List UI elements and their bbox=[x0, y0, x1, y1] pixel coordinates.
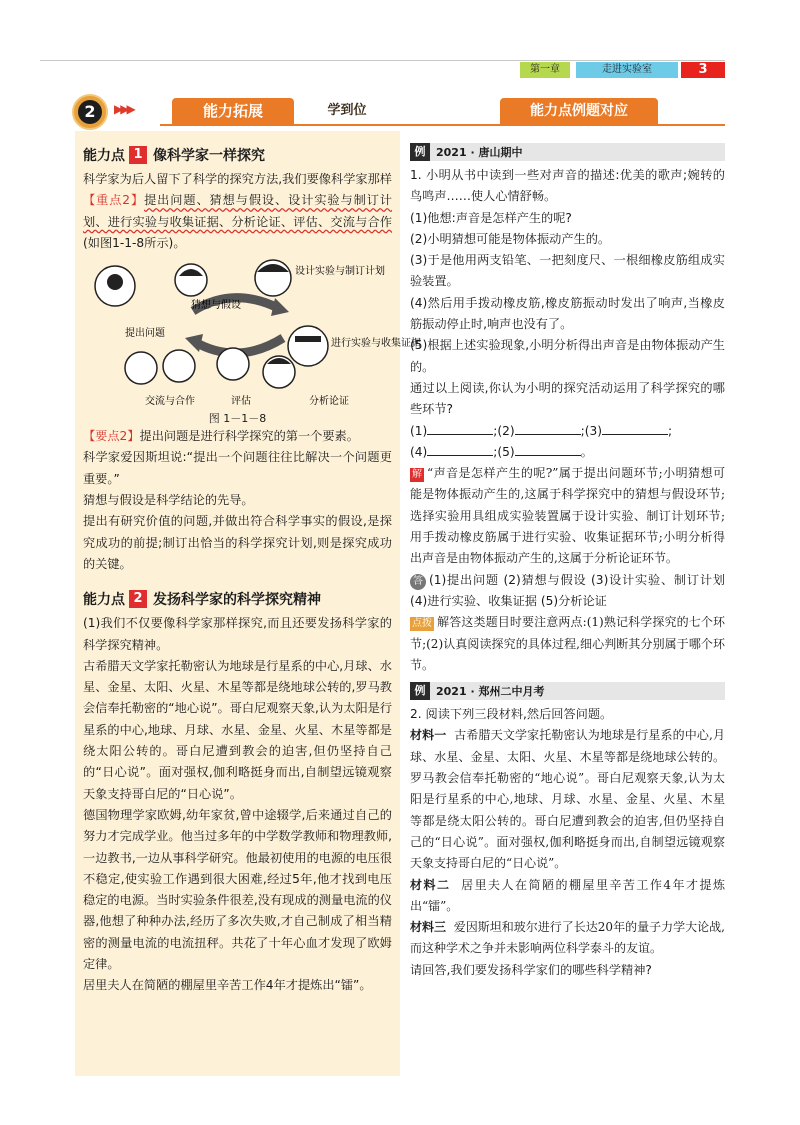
answer-text: (1)提出问题 (2)猜想与假设 (3)设计实验、制订计划 (4)进行实验、收集证据 (5)分析论证 bbox=[410, 572, 725, 608]
kp1-p4: 提出有研究价值的问题,并做出符合科学事实的假设,是探究成功的前提;制订出恰当的科学探究计划,则是探究成功的关键。 bbox=[83, 514, 392, 571]
example-tag: 例 bbox=[410, 682, 430, 700]
ability-point-1-heading bbox=[83, 145, 392, 165]
ex1-intro: 1. 小明从书中读到一些对声音的描述:优美的歌声;婉转的鸟鸣声……使人心情舒畅。 bbox=[410, 168, 725, 204]
person-icon-evaluate bbox=[217, 348, 249, 380]
header-rule bbox=[40, 60, 725, 61]
ex2-material-1 bbox=[410, 725, 725, 874]
kp1-p2: 科学家爱因斯坦说:“提出一个问题往往比解决一个问题更重要。” bbox=[83, 450, 392, 486]
ex2-material-2 bbox=[410, 875, 725, 918]
material-text: 居里夫人在简陋的棚屋里辛苦工作4年才提炼出“镭”。 bbox=[410, 877, 725, 913]
material-label: 材料二 bbox=[410, 877, 451, 892]
right-column bbox=[410, 131, 725, 1076]
kp1-intro-tail: (如图1-1-8所示)。 bbox=[83, 235, 186, 250]
example-source: 2021 · 唐山期中 bbox=[436, 146, 523, 159]
kp1-point bbox=[83, 426, 392, 447]
label-communicate: 交流与合作 bbox=[145, 396, 195, 408]
banner-title-left: 能力拓展 bbox=[172, 98, 294, 124]
chapter-label: 第一章 bbox=[520, 62, 570, 78]
label-guess: 猜想与假设 bbox=[191, 300, 241, 312]
banner-rule bbox=[160, 124, 725, 126]
tip-text: 解答这类题目时要注意两点:(1)熟记科学探究的七个环节;(2)认真阅读探究的具体过程,细心判断其分别属于哪个环节。 bbox=[410, 615, 725, 672]
label-design: 设计实验与制订计划 bbox=[295, 266, 385, 278]
ability-point-title: 像科学家一样探究 bbox=[153, 148, 265, 164]
banner-title-right: 能力点例题对应 bbox=[500, 98, 658, 124]
blank-end: ; bbox=[668, 423, 673, 438]
material-text: 爱因斯坦和玻尔进行了长达20年的量子力学大论战,而这种学术之争并未影响两位科学泰斗的友谊。 bbox=[410, 920, 725, 956]
ex2-question: 请回答,我们要发扬科学家们的哪些科学精神? bbox=[410, 962, 652, 977]
blank-label: (1) bbox=[410, 423, 428, 438]
cycle-arrowhead-top bbox=[271, 298, 289, 316]
kp2-p4: 居里夫人在简陋的棚屋里辛苦工作4年才提炼出“镭”。 bbox=[83, 978, 372, 993]
label-experiment: 进行实验与收集证据 bbox=[331, 338, 421, 350]
ability-point-number: 2 bbox=[129, 590, 147, 608]
blank-end: 。 bbox=[580, 444, 593, 459]
material-label: 材料一 bbox=[410, 728, 447, 743]
blank-label: ;(5) bbox=[493, 444, 515, 459]
ability-point-label: 能力点 bbox=[83, 592, 125, 609]
ex1-answer bbox=[410, 570, 725, 613]
figure-caption: 图 1－1－8 bbox=[208, 412, 267, 426]
solution-tag: 解 bbox=[412, 469, 422, 481]
point-text: 提出问题是进行科学探究的第一个要素。 bbox=[139, 429, 359, 444]
answer-blank-3[interactable] bbox=[602, 423, 668, 435]
kp1-intro bbox=[83, 169, 392, 254]
solution-text: “声音是怎样产生的呢?”属于提出问题环节;小明猜想可能是物体振动产生的,这属于科学探究中的猜想与假设环节;选择实验用具组成实验装置属于设计实验、制订计划环节;用手拨动橡皮筋属于进行实验、收集证据环节;小明分析得出声音是由物体振动产生的,这属于分析论证环节。 bbox=[410, 466, 725, 566]
point-tag: 【要点2】 bbox=[83, 429, 140, 444]
person-icon-experiment bbox=[288, 326, 328, 366]
person-icon-communicate-2 bbox=[163, 350, 195, 382]
banner-subtitle: 学到位 bbox=[327, 103, 367, 118]
figure-1-1-8 bbox=[83, 256, 421, 412]
ex1-blanks-row-1 bbox=[410, 421, 725, 442]
ex1-question: 通过以上阅读,你认为小明的探究活动运用了科学探究的哪些环节? bbox=[410, 380, 725, 417]
answer-blank-4[interactable] bbox=[427, 444, 493, 456]
example-source: 2021 · 郑州二中月考 bbox=[436, 685, 545, 699]
ex1-step-3: (3)于是他用两支铅笔、一把刻度尺、一根细橡皮筋组成实验装置。 bbox=[410, 253, 725, 289]
label-evaluate: 评估 bbox=[231, 396, 251, 408]
example-1-heading bbox=[410, 143, 725, 161]
answer-blank-1[interactable] bbox=[427, 423, 493, 435]
person-icon-ask-hair bbox=[107, 274, 123, 290]
ex1-step-4: (4)然后用手拨动橡皮筋,橡皮筋振动时发出了响声,当橡皮筋振动停止时,响声也没有了。 bbox=[410, 295, 725, 332]
ex1-step-2: (2)小明猜想可能是物体振动产生的。 bbox=[410, 231, 611, 246]
blank-label: (4) bbox=[410, 444, 428, 459]
kp2-p3: 德国物理学家欧姆,幼年家贫,曾中途辍学,后来通过自己的努力才完成学业。他当过多年的中学数学教师和物理教师,一边教书,一边从事科学研究。他最初使用的电源的电压很不稳定,使实验工作遇到很大困难,经过5年,他才找到电压稳定的电源。当时实验条件很差,没有现成的测量电流的仪器,他想了种种办法,经历了多次失败,才自己制成了相当精密的测量电流的电流扭秤。共花了十年心血才发现了欧姆定律。 bbox=[83, 807, 392, 972]
label-analyze: 分析论证 bbox=[309, 396, 349, 408]
section-number: 2 bbox=[78, 100, 102, 124]
answer-tag: 答 bbox=[410, 574, 426, 590]
arrow-icons: ▶▶▶ bbox=[114, 102, 133, 116]
ex1-tip bbox=[410, 612, 725, 676]
kp2-p2: 古希腊天文学家托勒密认为地球是行星系的中心,月球、水星、金星、太阳、火星、木星等都是绕地球公转的,罗马教会信奉托勒密的“地心说”。哥白尼观察天象,认为太阳是行星系的中心,地球、月球、水星、金星、火星、木星等都是绕太阳公转的。哥白尼遭到教会的迫害,但仍坚持自己的“日心说”。面对强权,伽利略挺身而出,自制望远镜观察天象支持哥白尼的“日心说”。 bbox=[83, 658, 393, 801]
blank-label: ;(2) bbox=[493, 423, 515, 438]
person-icon-guess bbox=[175, 264, 207, 296]
page-number: 3 bbox=[681, 62, 725, 78]
ability-point-number: 1 bbox=[129, 146, 147, 164]
blank-label: ;(3) bbox=[580, 423, 603, 438]
label-ask: 提出问题 bbox=[125, 328, 165, 340]
ex1-blanks-row-2 bbox=[410, 442, 725, 463]
ex2-intro: 2. 阅读下列三段材料,然后回答问题。 bbox=[410, 707, 613, 722]
material-text: 古希腊天文学家托勒密认为地球是行星系的中心,月球、水星、金星、太阳、火星、木星等都是绕地球公转的。罗马教会信奉托勒密的“地心说”。哥白尼观察天象,认为太阳是行星系的中心,地球、月球、水星、金星、火星、木星等都是绕太阳公转的。哥白尼遭到教会的迫害,但仍坚持自己的“日心说”。面对强权,伽利略挺身而出,自制望远镜观察天象支持哥白尼的“日心说”。 bbox=[410, 728, 725, 871]
ex1-solution bbox=[410, 463, 725, 569]
ex1-step-5: (5)根据上述实验现象,小明分析得出声音是由物体振动产生的。 bbox=[410, 338, 725, 374]
ability-point-label: 能力点 bbox=[83, 148, 125, 164]
ex2-material-3 bbox=[410, 917, 725, 960]
kp1-intro-text: 科学家为后人留下了科学的探究方法,我们要像科学家那样 bbox=[83, 172, 392, 186]
person-icon-experiment-hair bbox=[295, 336, 321, 342]
person-icon-communicate bbox=[125, 352, 157, 384]
left-column bbox=[75, 131, 421, 1076]
example-tag: 例 bbox=[410, 143, 430, 161]
ability-point-title: 发扬科学家的科学探究精神 bbox=[153, 592, 321, 609]
ex1-step-1: (1)他想:声音是怎样产生的呢? bbox=[410, 210, 572, 225]
chapter-title: 走进实验室 bbox=[576, 62, 678, 78]
material-label: 材料三 bbox=[410, 920, 447, 935]
key-point-tag: 【重点2】 bbox=[83, 193, 145, 208]
kp1-p3: 猜想与假设是科学结论的先导。 bbox=[83, 493, 254, 508]
example-2-heading bbox=[410, 682, 725, 700]
answer-blank-5[interactable] bbox=[515, 444, 581, 456]
ability-point-2-heading bbox=[83, 589, 392, 609]
answer-blank-2[interactable] bbox=[515, 423, 581, 435]
kp1-intro-wavy: 提出问题、猜想与假设、设计实验与制订计划、进行实验与收集证据、分析论证、评估、交流与合作 bbox=[83, 193, 392, 229]
kp2-p1: (1)我们不仅要像科学家那样探究,而且还要发扬科学家的科学探究精神。 bbox=[83, 616, 392, 652]
section-badge bbox=[72, 94, 108, 130]
inquiry-cycle-illustration bbox=[83, 256, 421, 412]
tip-tag: 点拨 bbox=[412, 618, 432, 630]
